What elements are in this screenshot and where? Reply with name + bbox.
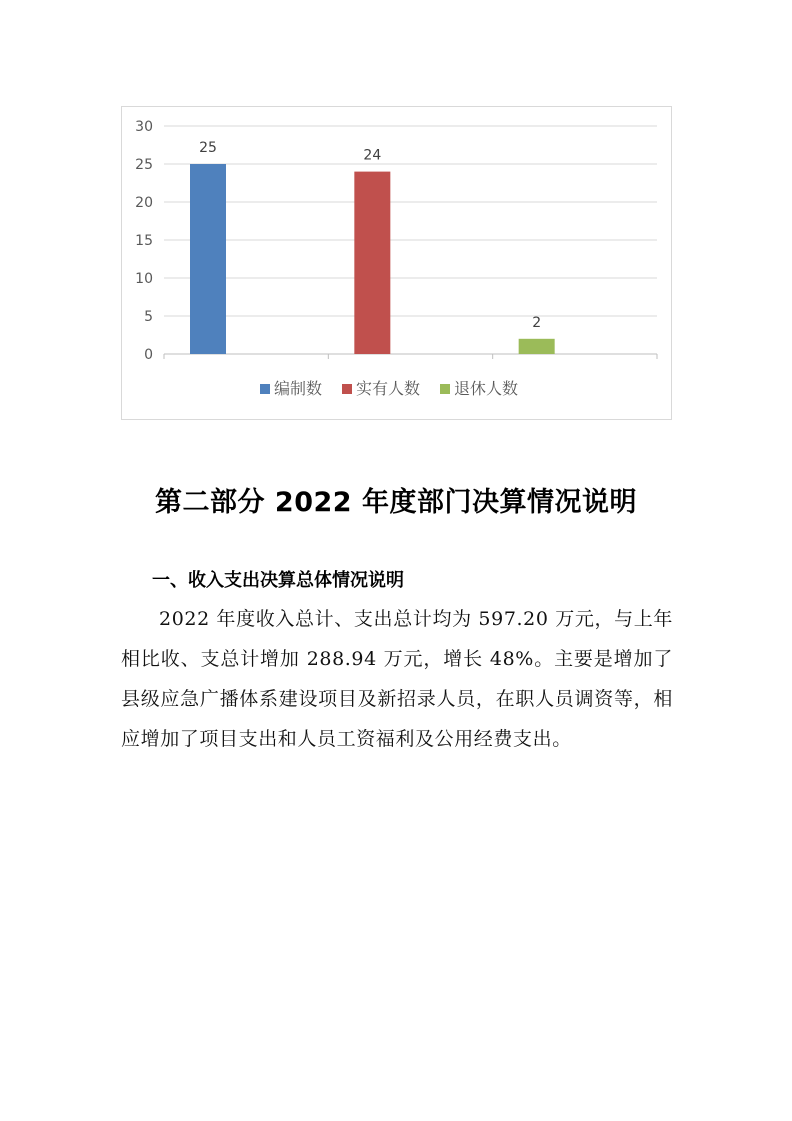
legend-entry: 退休人数 [454,379,519,398]
y-tick-label: 20 [135,195,153,211]
y-tick-label: 10 [135,271,153,287]
y-tick-label: 5 [144,309,153,325]
bar-1 [190,164,226,354]
data-label: 2 [532,314,542,331]
y-tick-label: 0 [144,347,153,363]
staff-bar-chart [121,106,672,420]
bar-3 [519,339,555,354]
legend-entry: 编制数 [274,379,323,398]
legend-entry: 实有人数 [356,379,421,398]
y-tick-label: 25 [135,157,153,173]
data-label: 25 [199,140,217,156]
legend-swatch [440,384,450,394]
legend-swatch [260,384,270,394]
data-label: 24 [363,147,382,164]
page-title: 第二部分 2022 年度部门决算情况说明 [155,487,637,518]
bar-2 [354,172,390,354]
chart-canvas [122,107,671,419]
y-tick-label: 15 [135,233,153,249]
section-paragraph: 2022 年度收入总计、支出总计均为 597.20 万元，与上年相比收、支总计增加 288.94 万元，增长 48%。主要是增加了县级应急广播体系建设项目及新招录人员，在职人员调资等，相应增加了项目支出和人员工资福利及公用经费支出。 [121,608,673,750]
legend-swatch [342,384,352,394]
y-tick-label: 30 [135,119,153,135]
section-heading: 一、收入支出决算总体情况说明 [152,570,404,591]
